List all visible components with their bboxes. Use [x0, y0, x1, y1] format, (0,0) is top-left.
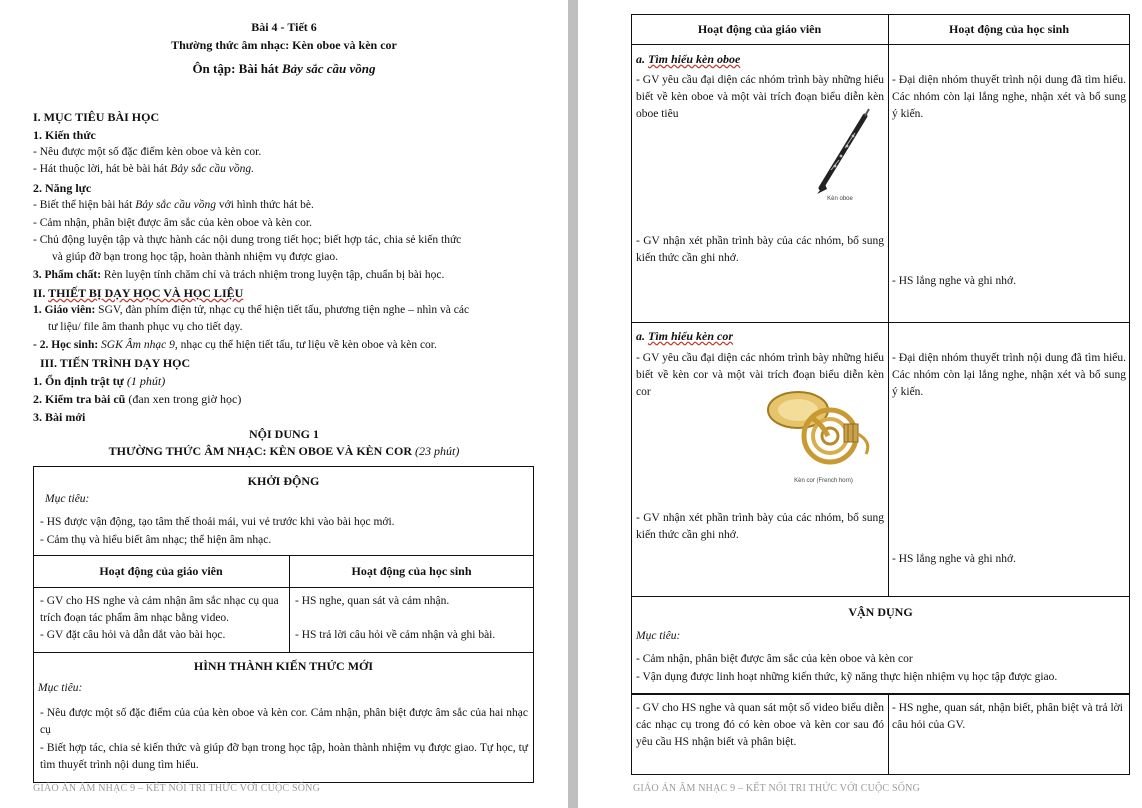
horn-student-1: - Đại diện nhóm thuyết trình nội dung đã tìm hiểu. Các nhóm còn lại lắng nghe, nhận xét và bổ sung ý kiến.	[892, 352, 1126, 398]
application-student: - HS nghe, quan sát, nhận biết, phân biệt và trả lời câu hỏi của GV.	[892, 702, 1123, 731]
content-title: NỘI DUNG 1	[248, 427, 319, 441]
col-header-teacher: Hoạt động của giáo viên	[697, 22, 822, 36]
warmup-student-2: - HS trả lời câu hỏi về cảm nhận và ghi bài.	[295, 629, 496, 641]
warmup-student-1: - HS nghe, quan sát và cảm nhận.	[295, 595, 450, 607]
warmup-goal-2: - Cảm thụ và hiểu biết âm nhạc; thể hiện âm nhạc.	[40, 534, 272, 546]
warmup-title: KHỞI ĐỘNG	[247, 474, 320, 488]
row-divider	[33, 555, 534, 556]
ability-item-1: - Biết thể hiện bài hát Bảy sắc cầu vồng với hình thức hát bè.	[33, 199, 314, 211]
lesson-number: Bài 4 - Tiết 6	[251, 20, 317, 34]
horn-caption: Kèn cor (French horn)	[794, 478, 853, 484]
oboe-image	[795, 106, 885, 208]
row-divider	[33, 587, 534, 588]
section-2-heading: II. THIẾT BỊ DẠY HỌC VÀ HỌC LIỆU	[33, 286, 244, 300]
application-teacher: - GV cho HS nghe và quan sát một số video biểu diễn các nhạc cụ trong đó có kèn oboe và kèn cor sau đó yêu cầu HS nhận biết và phân biệt.	[636, 702, 884, 748]
oboe-caption: Kèn oboe	[827, 196, 853, 202]
student-equipment: - 2. Học sinh: SGK Âm nhạc 9, nhạc cụ thể hiện tiết tấu, tư liệu về kèn oboe và kèn cor.	[33, 339, 437, 351]
new-knowledge-goal-label: Mục tiêu:	[38, 682, 83, 694]
ability-item-3-cont: và giúp đỡ bạn trong học tập, hoàn thành nhiệm vụ được giao.	[52, 251, 339, 263]
warmup-goal-1: - HS được vận động, tạo tâm thế thoải mái, vui vẻ trước khi vào bài học mới.	[40, 516, 395, 528]
col-header-student: Hoạt động của học sinh	[948, 22, 1070, 36]
row-divider	[33, 652, 534, 653]
horn-image	[762, 384, 885, 488]
warmup-teacher-1: - GV cho HS nghe và cảm nhận âm sắc nhạc cụ qua trích đoạn tác phẩm âm nhạc bằng video.	[40, 595, 279, 624]
application-goal-label: Mục tiêu:	[636, 630, 681, 642]
oboe-student-2: - HS lắng nghe và ghi nhớ.	[892, 275, 1016, 287]
col-header-teacher: Hoạt động của giáo viên	[99, 564, 223, 578]
knowledge-item-2: - Hát thuộc lời, hát bè bài hát Bảy sắc cầu vồng.	[33, 163, 255, 175]
quality-line: 3. Phẩm chất: Rèn luyện tính chăm chỉ và trách nhiệm trong luyện tập, chuẩn bị bài học.	[33, 269, 445, 281]
warmup-goal-label: Mục tiêu:	[45, 493, 90, 505]
teacher-equipment: 1. Giáo viên: SGV, đàn phím điện tử, nhạc cụ thể hiện tiết tấu, phương tiện nghe – nhìn và các	[33, 304, 470, 316]
left-footer: GIÁO ÁN ÂM NHẠC 9 – KẾT NỐI TRI THỨC VỚI CUỘC SỐNG	[33, 783, 321, 794]
oboe-icon	[795, 106, 885, 208]
left-page	[0, 0, 568, 808]
right-footer: GIÁO ÁN ÂM NHẠC 9 – KẾT NỐI TRI THỨC VỚI CUỘC SỐNG	[633, 783, 921, 794]
application-title: VẬN DỤNG	[848, 605, 913, 619]
new-lesson: 3. Bài mới	[33, 410, 86, 424]
application-goal-1: - Cảm nhận, phân biệt được âm sắc của kèn oboe và kèn cor	[636, 653, 913, 665]
col-divider	[289, 555, 290, 652]
right-page	[578, 0, 1142, 808]
section-3-heading: III. TIẾN TRÌNH DẠY HỌC	[40, 356, 191, 370]
row-divider	[631, 322, 1130, 323]
col-header-student: Hoạt động của học sinh	[351, 564, 472, 578]
order-line: 1. Ổn định trật tự (1 phút)	[33, 374, 166, 388]
lesson-title: Thường thức âm nhạc: Kèn oboe và kèn cor	[171, 38, 397, 52]
content-subtitle: THƯỜNG THỨC ÂM NHẠC: KÈN OBOE VÀ KÈN COR (23 phút)	[108, 444, 460, 458]
horn-teacher-2: - GV nhận xét phần trình bày của các nhóm, bổ sung kiến thức cần ghi nhớ.	[636, 512, 884, 541]
new-knowledge-title: HÌNH THÀNH KIẾN THỨC MỚI	[193, 659, 374, 673]
horn-teacher-1: - GV yêu cầu đại diện các nhóm trình bày những hiểu biết về kèn cor và một vài trích đoạn biểu diễn kèn cor	[636, 352, 884, 398]
oboe-teacher-1: - GV yêu cầu đại diện các nhóm trình bày những hiểu biết về kèn oboe và một vài trích đoạn biểu diễn kèn oboe tiêu	[636, 74, 884, 120]
review-title: Ôn tập: Bài hát Bảy sắc cầu vồng	[192, 61, 376, 76]
french-horn-icon	[762, 384, 885, 488]
application-goal-2: - Vận dụng được linh hoạt những kiến thức, kỹ năng thực hiện nhiệm vụ học tập được giao.	[636, 671, 1058, 683]
warmup-teacher-2: - GV đặt câu hỏi và dẫn dắt vào bài học.	[40, 629, 226, 641]
new-knowledge-goal-1: - Nêu được một số đặc điểm của của kèn oboe và kèn cor. Cảm nhận, phân biệt được âm sắc của hai nhạc cụ	[40, 707, 528, 736]
ability-item-2: - Cảm nhận, phân biệt được âm sắc của kèn oboe và kèn cor.	[33, 217, 312, 229]
check-old-lesson: 2. Kiểm tra bài cũ (đan xen trong giờ học)	[33, 392, 242, 406]
row-divider	[631, 44, 1130, 45]
new-knowledge-goal-2: - Biết hợp tác, chia sẻ kiến thức và giúp đỡ bạn trong học tập, hoàn thành nhiệm vụ được giao. Tự học, tự tìm thuyết trình nội dung tìm hiểu.	[40, 742, 528, 771]
horn-student-2: - HS lắng nghe và ghi nhớ.	[892, 553, 1016, 565]
oboe-section-title: a. Tìm hiểu kèn oboe	[636, 52, 741, 66]
ability-item-3: - Chủ động luyện tập và thực hành các nội dung trong tiết học; biết hợp tác, chia sẻ kiến thức	[33, 234, 462, 246]
col-divider	[888, 694, 889, 775]
ability-heading: 2. Năng lực	[33, 181, 92, 195]
oboe-teacher-2: - GV nhận xét phần trình bày của các nhóm, bổ sung kiến thức cần ghi nhớ.	[636, 235, 884, 264]
section-1-heading: I. MỤC TIÊU BÀI HỌC	[33, 110, 160, 124]
col-divider	[888, 14, 889, 597]
knowledge-item-1: - Nêu được một số đặc điểm kèn oboe và kèn cor.	[33, 146, 262, 158]
knowledge-heading: 1. Kiến thức	[33, 128, 96, 142]
horn-section-title: a. Tìm hiểu kèn cor	[636, 329, 734, 343]
oboe-student-1: - Đại diện nhóm thuyết trình nội dung đã tìm hiểu. Các nhóm còn lại lắng nghe, nhận xét và bổ sung ý kiến.	[892, 74, 1126, 120]
teacher-equipment-cont: tư liệu/ file âm thanh phục vụ cho tiết dạy.	[48, 321, 243, 333]
